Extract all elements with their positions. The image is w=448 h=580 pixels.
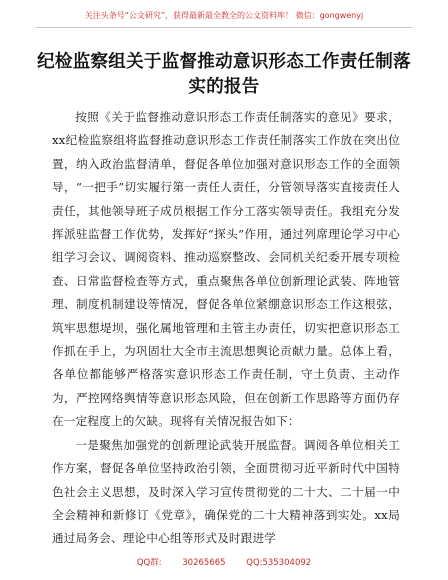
document-body bbox=[52, 106, 400, 551]
footer-qq-group: QQ群: 30265665 bbox=[136, 558, 226, 568]
footer-qq: QQ:535304092 bbox=[246, 558, 312, 568]
paragraph: 按照《关于监督推动意识形态工作责任制落实的意见》要求，xx纪检监察组将监督推动意识形态工作责任制落实工作放在突出位置，纳入政治监督清单，督促各单位加强对意识形态工作的全面领导，“一把手”切实履行第一责任人责任，分管领导落实直接责任人责任，其他领导班子成员根据工作分工落实领导责任。我组充分发挥派驻监督工作优势，发挥好“探头”作用，通过列席理论学习中心组学习会议、调阅资料、推动巡察整改、会同机关纪委开展专项检查、日常监督检查等方式，重点聚焦各单位创新理论武装、阵地管理、制度机制建设等情况，督促各单位紧绷意识形态工作这根弦，筑牢思想堤坝，强化属地管理和主管主办责任，切实把意识形态工作抓在手上，为巩固壮大全市主流思想舆论贡献力量。总体上看，各单位都能够严格落实意识形态工作责任制，守土负责、主动作为，严控网络舆情等意识形态风险，但在创新工作思路等方面仍存在一定程度上的欠缺。现将有关情况报告如下： bbox=[52, 110, 400, 429]
header-divider bbox=[36, 27, 412, 28]
header-banner: 关注头条号“公文研究”，获得最新最全教全的公文资料库！ 微信：gongwenyj bbox=[84, 11, 364, 20]
footer bbox=[0, 556, 448, 568]
paragraph: 一是聚焦加强党的创新理论武装开展监督。调阅各单位相关工作方案，督促各单位坚持政治引领，全面贯彻习近平新时代中国特色社会主义思想，及时深入学习宣传贯彻党的二十大、二十届一中全会精神和新修订《党章》，确保党的二十大精神落到实处。xx局通过局务会、理论中心组等形式及时跟进学 bbox=[52, 437, 400, 546]
document-title: 纪检监察组关于监督推动意识形态工作责任制落实的报告 bbox=[37, 52, 411, 97]
